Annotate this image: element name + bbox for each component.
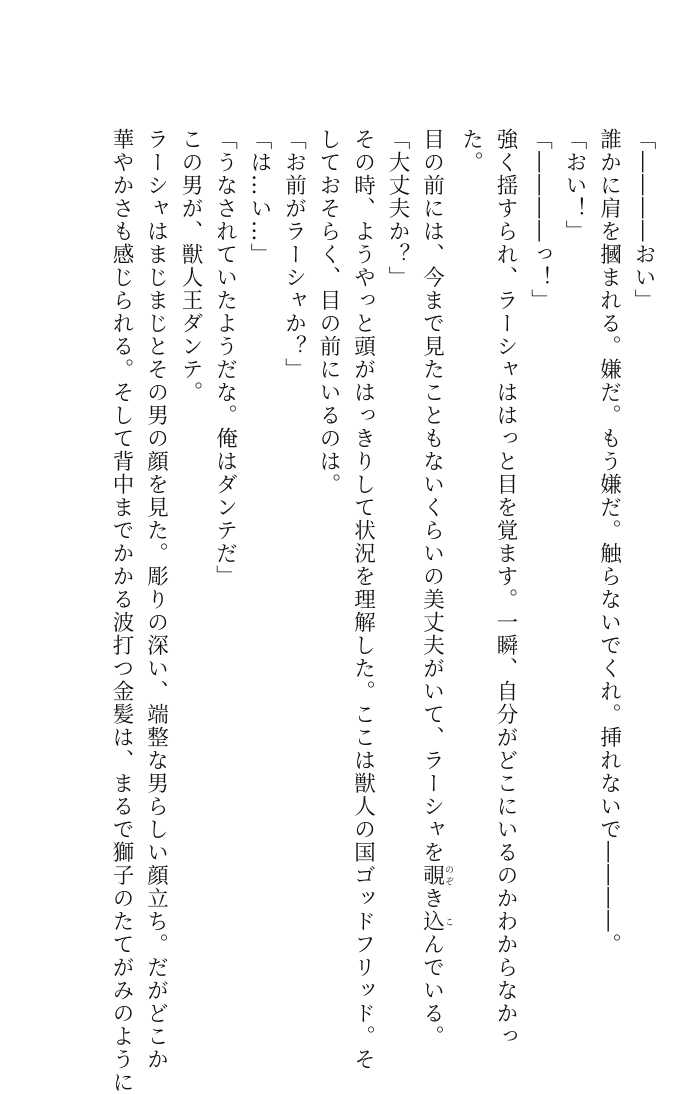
text-line-7-before: 目の前には、今まで見たこともないくらいの美丈夫がいて、ラーシャを (419, 128, 445, 864)
text-line-7-after: んでいる。 (419, 933, 445, 1048)
text-line-12: 「は…い…」 (247, 128, 272, 266)
text-line-2: 誰かに肩を摑まれる。嫌だ。もう嫌だ。触らないでくれ。挿れないで――――。 (596, 128, 622, 956)
text-line-1: 「――――おい」 (631, 128, 656, 312)
text-line-7 (414, 128, 453, 1048)
ruby-nozo (419, 864, 453, 887)
text-line-16: 華やかさも感じられる。そして背中までかかる波打つ金髪は、まるで獅子のたてがみのように (109, 128, 134, 1094)
text-line-6: た。 (458, 128, 484, 174)
ruby-nozo-base: 覗 (419, 864, 445, 887)
text-line-13: 「うなされていたようだな。俺はダンテだ」 (212, 128, 238, 588)
ruby-ko-base: 込 (419, 910, 445, 933)
text-line-14: この男が、獣人王ダンテ。 (178, 128, 203, 404)
text-line-15: ラーシャはまじまじとその男の顔を見た。彫りの深い、端整な男らしい顔立ち。だがどこか (143, 128, 169, 1071)
ruby-ko (419, 910, 453, 933)
text-line-4: 「――――っ！」 (527, 128, 553, 312)
text-line-10: しておそらく、目の前にいるのは。 (316, 128, 341, 496)
text-line-8: 「大丈夫か？」 (385, 128, 410, 289)
text-line-11: 「お前がラーシャか？」 (281, 128, 307, 381)
text-line-3: 「おい！」 (562, 128, 587, 243)
text-line-5: 強く揺すられ、ラーシャははっと目を覚ます。一瞬、自分がどこにいるのかわからなかっ (493, 128, 518, 1048)
ruby-nozo-reading: のぞ (443, 864, 453, 887)
text-line-9: その時、ようやっと頭がはっきりして状況を理解した。ここは獣人の国ゴッドフリッド。そ (350, 128, 376, 1071)
ruby-ko-reading: こ (443, 910, 453, 933)
vertical-text-body (104, 128, 661, 1094)
text-line-7-middle: き (419, 887, 445, 910)
